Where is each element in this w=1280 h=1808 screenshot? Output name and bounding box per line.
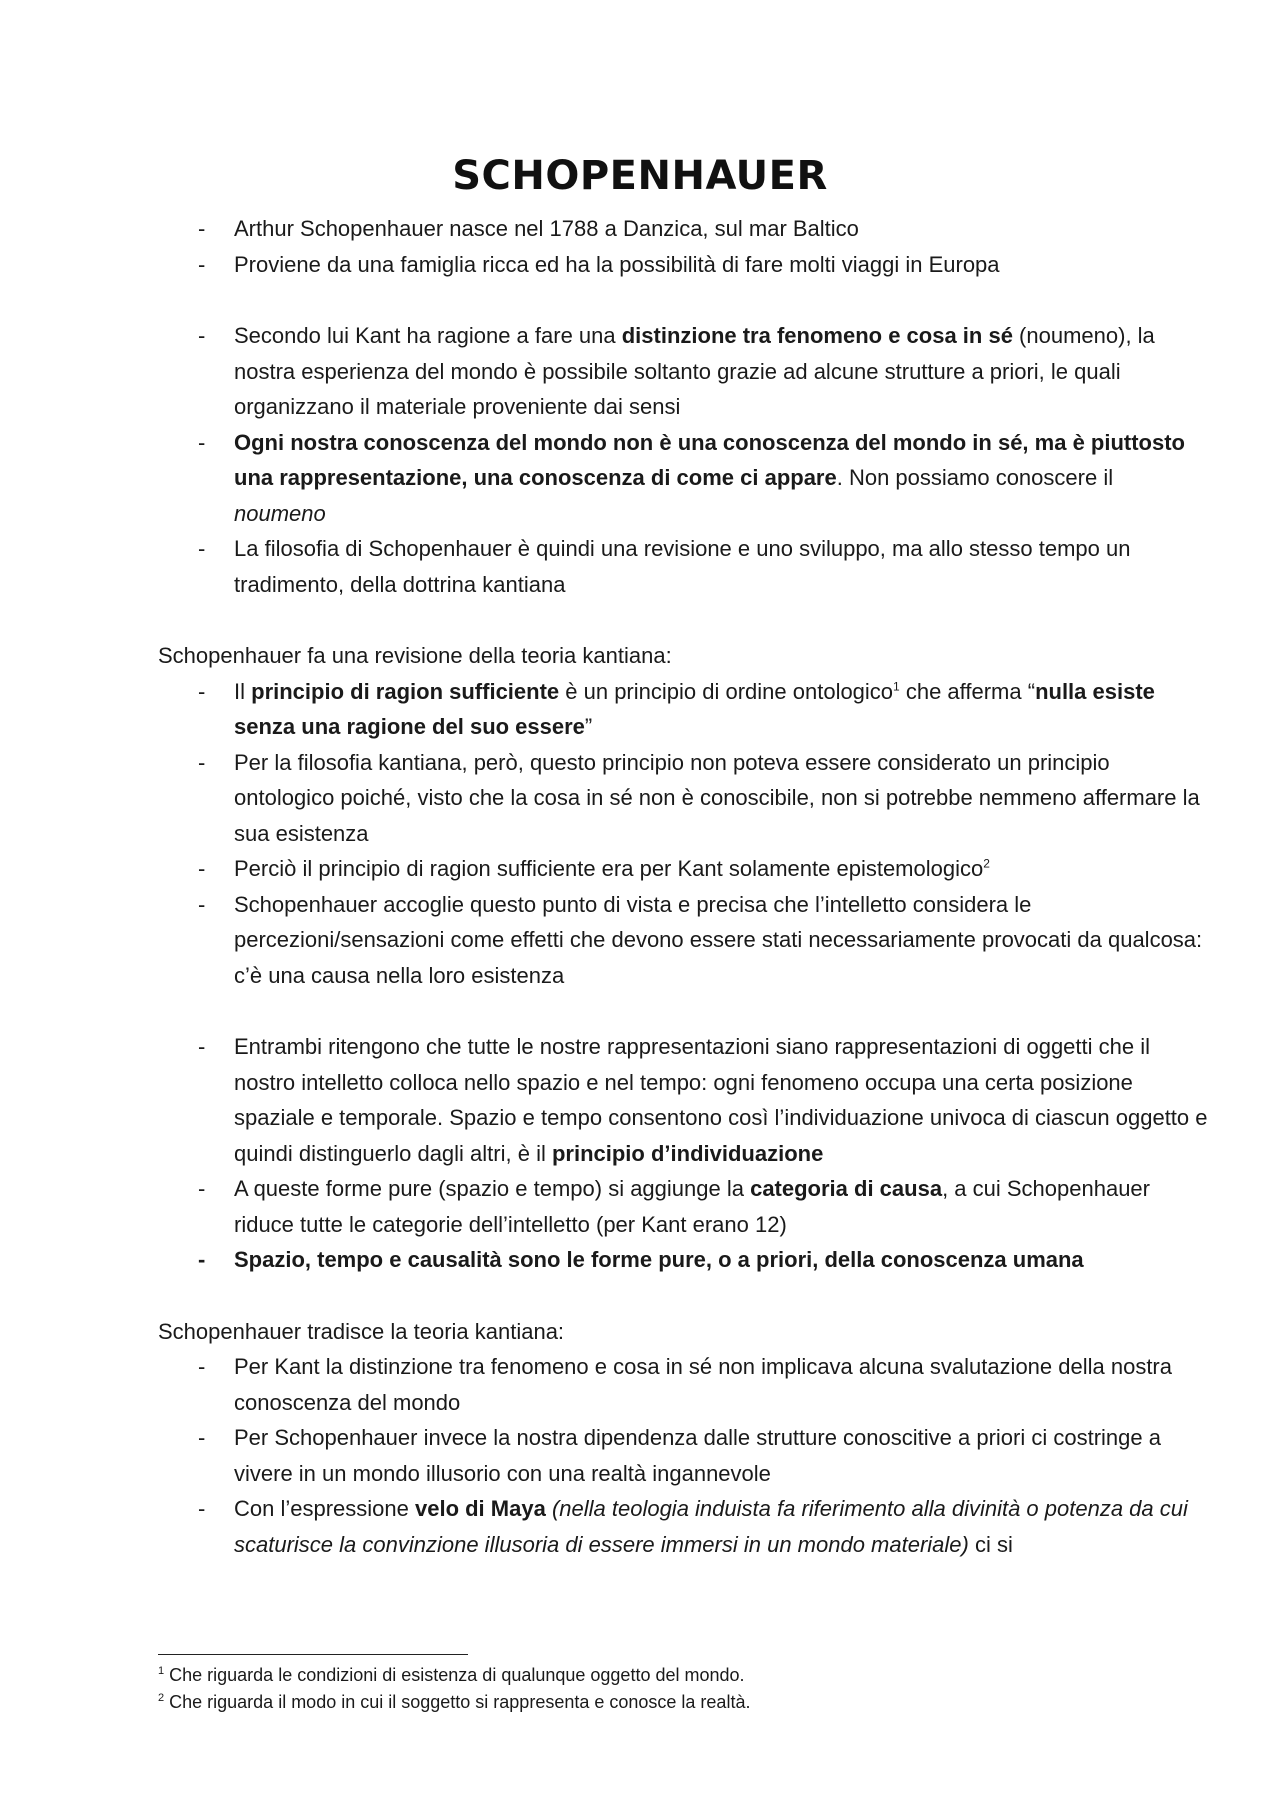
list-item: - Secondo lui Kant ha ragione a fare una distinzione tra fenomeno e cosa in sé (noumeno), la nostra esperienza del mondo è possibile soltanto grazie ad alcune strutture a priori, le quali organizzano il materiale proveniente dai sensi <box>158 318 1208 425</box>
list-item: - A queste forme pure (spazio e tempo) si aggiunge la categoria di causa, a cui Schopenhauer riduce tutte le categorie dell’intelletto (per Kant erano 12) <box>158 1171 1208 1242</box>
forms-list <box>158 1029 1208 1278</box>
list-item: - Il principio di ragion sufficiente è un principio di ordine ontologico$^1$ che afferma “nulla esiste senza una ragione del suo essere” <box>158 674 1208 745</box>
list-item: - Arthur Schopenhauer nasce nel 1788 a Danzica, sul mar Baltico <box>158 211 1208 247</box>
list-item: - Per Schopenhauer invece la nostra dipendenza dalle strutture conoscitive a priori ci costringe a vivere in un mondo illusorio con una realtà ingannevole <box>158 1420 1208 1491</box>
betrayal-intro: Schopenhauer tradisce la teoria kantiana: <box>158 1318 565 1344</box>
document-body <box>158 211 1208 1562</box>
footnote: $^1$ Che riguarda le condizioni di esistenza di qualunque oggetto del mondo. <box>158 1665 745 1685</box>
footnote-ref: 1 <box>893 679 900 694</box>
footnotes <box>158 1662 1158 1716</box>
list-item: - Per Kant la distinzione tra fenomeno e cosa in sé non implicava alcuna svalutazione della nostra conoscenza del mondo <box>158 1349 1208 1420</box>
revision-intro: Schopenhauer fa una revisione della teoria kantiana: <box>158 643 672 668</box>
list-item: - Proviene da una famiglia ricca ed ha la possibilità di fare molti viaggi in Europa <box>158 247 1208 283</box>
page-title: SCHOPENHAUER <box>452 153 828 199</box>
revision-list <box>158 674 1208 994</box>
list-item: - Spazio, tempo e causalità sono le forme pure, o a priori, della conoscenza umana <box>158 1242 1208 1278</box>
bio-list <box>158 211 1208 282</box>
list-item: - Perciò il principio di ragion sufficiente era per Kant solamente epistemologico$^2$ <box>158 851 1208 887</box>
footnote-divider <box>158 1654 468 1655</box>
list-item: - Per la filosofia kantiana, però, questo principio non poteva essere considerato un principio ontologico poiché, visto che la cosa in sé non è conoscibile, non si potrebbe nemmeno affermare la sua esistenza <box>158 745 1208 852</box>
kant-list <box>158 318 1208 602</box>
footnote: $^2$ Che riguarda il modo in cui il soggetto si rappresenta e conosce la realtà. <box>158 1692 751 1712</box>
list-item: - Ogni nostra conoscenza del mondo non è una conoscenza del mondo in sé, ma è piuttosto una rappresentazione, una conoscenza di come ci appare. Non possiamo conoscere il noumeno <box>158 425 1208 532</box>
list-item: - Schopenhauer accoglie questo punto di vista e precisa che l’intelletto considera le percezioni/sensazioni come effetti che devono essere stati necessariamente provocati da qualcosa: c’è una causa nella loro esistenza <box>158 887 1208 994</box>
list-item: - La filosofia di Schopenhauer è quindi una revisione e uno sviluppo, ma allo stesso tempo un tradimento, della dottrina kantiana <box>158 531 1208 602</box>
betrayal-list <box>158 1349 1208 1562</box>
list-item: - Entrambi ritengono che tutte le nostre rappresentazioni siano rappresentazioni di oggetti che il nostro intelletto colloca nello spazio e nel tempo: ogni fenomeno occupa una certa posizione spaziale e temporale. Spazio e tempo consentono così l’individuazione univoca di ciascun oggetto e quindi distinguerlo dagli altri, è il principio d’individuazione <box>158 1029 1208 1171</box>
footnote-ref: 2 <box>983 856 990 871</box>
list-item: - Con l’espressione velo di Maya (nella teologia induista fa riferimento alla divinità o potenza da cui scaturisce la convinzione illusoria di essere immersi in un mondo materiale) ci si <box>158 1491 1208 1562</box>
